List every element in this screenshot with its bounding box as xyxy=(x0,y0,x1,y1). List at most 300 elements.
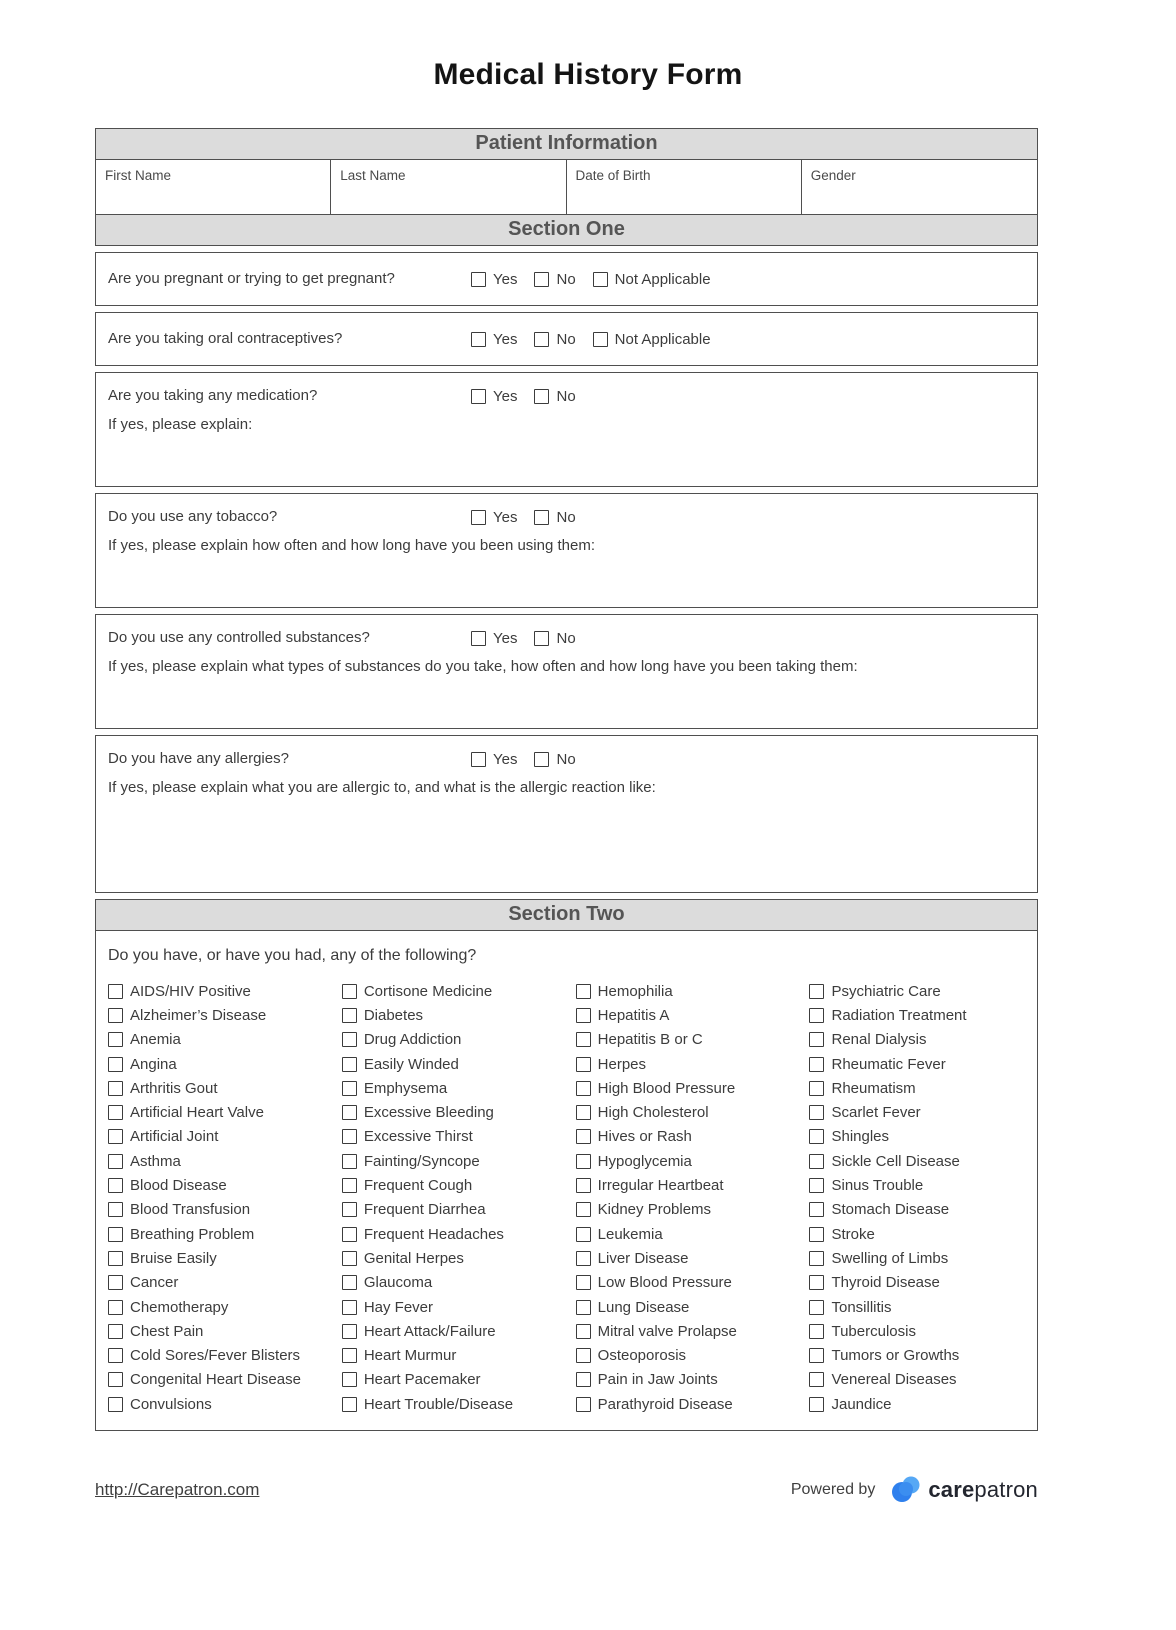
condition-label: Genital Herpes xyxy=(363,1249,464,1267)
condition-item-heart-attack-failure xyxy=(342,1319,576,1343)
date-of-birth-field[interactable] xyxy=(567,160,802,214)
condition-label: Anemia xyxy=(130,1031,181,1049)
question-tobacco-options xyxy=(471,509,576,526)
checkbox-tuberculosis[interactable] xyxy=(809,1324,824,1339)
condition-item-bruise-easily xyxy=(108,1246,342,1270)
date-of-birth-label: Date of Birth xyxy=(575,168,651,183)
patient-info-header: Patient Information xyxy=(95,128,1038,160)
condition-label: Rheumatic Fever xyxy=(831,1055,946,1073)
condition-item-kidney-problems xyxy=(576,1198,810,1222)
condition-item-sinus-trouble xyxy=(809,1173,1024,1197)
condition-label: Sinus Trouble xyxy=(831,1177,924,1195)
checkbox-blood-transfusion[interactable] xyxy=(108,1202,123,1217)
option-no xyxy=(534,630,575,647)
question-substances-text: Do you use any controlled substances? xyxy=(108,629,370,646)
checkbox-yes[interactable] xyxy=(471,510,486,525)
condition-label: Cortisone Medicine xyxy=(363,982,493,1000)
checkbox-stroke[interactable] xyxy=(809,1227,824,1242)
option-label: No xyxy=(556,750,576,768)
medication-explanation-area[interactable] xyxy=(108,436,1025,477)
checkbox-tonsillitis[interactable] xyxy=(809,1300,824,1315)
question-substances-row xyxy=(95,614,1038,729)
condition-label: Fainting/Syncope xyxy=(363,1152,480,1170)
option-label: No xyxy=(556,270,576,288)
conditions-box xyxy=(95,931,1038,1431)
condition-label: Osteoporosis xyxy=(597,1347,687,1365)
condition-label: Frequent Cough xyxy=(363,1177,473,1195)
condition-item-frequent-diarrhea xyxy=(342,1198,576,1222)
condition-label: Shingles xyxy=(831,1128,890,1146)
condition-label: Stroke xyxy=(831,1225,875,1243)
condition-label: Chemotherapy xyxy=(130,1298,229,1316)
condition-label: Sickle Cell Disease xyxy=(831,1152,960,1170)
condition-label: Hepatitis A xyxy=(597,1006,670,1024)
option-no xyxy=(534,331,575,348)
question-tobacco-followup: If yes, please explain how often and how long have you been using them: xyxy=(108,537,595,555)
form-body xyxy=(95,128,1038,1431)
checkbox-lung-disease[interactable] xyxy=(576,1300,591,1315)
condition-label: Blood Transfusion xyxy=(130,1201,251,1219)
checkbox-parathyroid-disease[interactable] xyxy=(576,1397,591,1412)
condition-item-osteoporosis xyxy=(576,1343,810,1367)
condition-item-rheumatism xyxy=(809,1076,1024,1100)
condition-item-hay-fever xyxy=(342,1295,576,1319)
checkbox-fainting-syncope[interactable] xyxy=(342,1154,357,1169)
checkbox-easily-winded[interactable] xyxy=(342,1057,357,1072)
option-label: No xyxy=(556,330,576,348)
condition-item-stomach-disease xyxy=(809,1198,1024,1222)
condition-label: Liver Disease xyxy=(597,1249,689,1267)
checkbox-bruise-easily[interactable] xyxy=(108,1251,123,1266)
condition-item-cortisone-medicine xyxy=(342,979,576,1003)
option-yes xyxy=(471,630,517,647)
checkbox-heart-pacemaker[interactable] xyxy=(342,1372,357,1387)
checkbox-rheumatic-fever[interactable] xyxy=(809,1057,824,1072)
condition-item-swelling-of-limbs xyxy=(809,1246,1024,1270)
checkbox-frequent-headaches[interactable] xyxy=(342,1227,357,1242)
checkbox-sickle-cell-disease[interactable] xyxy=(809,1154,824,1169)
checkbox-jaundice[interactable] xyxy=(809,1397,824,1412)
checkbox-not-applicable[interactable] xyxy=(593,332,608,347)
checkbox-thyroid-disease[interactable] xyxy=(809,1275,824,1290)
carepatron-icon xyxy=(891,1475,921,1505)
condition-item-alzheimer-s-disease xyxy=(108,1003,342,1027)
condition-item-stroke xyxy=(809,1222,1024,1246)
option-label: Yes xyxy=(493,629,518,647)
checkbox-hepatitis-a[interactable] xyxy=(576,1008,591,1023)
option-label: Yes xyxy=(493,750,518,768)
option-no xyxy=(534,751,575,768)
checkbox-asthma[interactable] xyxy=(108,1154,123,1169)
option-not-applicable xyxy=(593,271,711,288)
option-not-applicable xyxy=(593,331,711,348)
condition-item-blood-transfusion xyxy=(108,1198,342,1222)
condition-item-excessive-bleeding xyxy=(342,1100,576,1124)
condition-label: Kidney Problems xyxy=(597,1201,712,1219)
condition-label: Hay Fever xyxy=(363,1298,434,1316)
first-name-label: First Name xyxy=(105,168,172,183)
checkbox-congenital-heart-disease[interactable] xyxy=(108,1372,123,1387)
checkbox-high-cholesterol[interactable] xyxy=(576,1105,591,1120)
page-title: Medical History Form xyxy=(433,58,743,91)
condition-item-radiation-treatment xyxy=(809,1003,1024,1027)
condition-item-heart-pacemaker xyxy=(342,1368,576,1392)
condition-item-herpes xyxy=(576,1052,810,1076)
condition-item-irregular-heartbeat xyxy=(576,1173,810,1197)
condition-item-tumors-or-growths xyxy=(809,1343,1024,1367)
condition-label: Irregular Heartbeat xyxy=(597,1177,724,1195)
condition-label: Venereal Diseases xyxy=(831,1371,957,1389)
checkbox-excessive-thirst[interactable] xyxy=(342,1129,357,1144)
condition-item-convulsions xyxy=(108,1392,342,1416)
condition-item-leukemia xyxy=(576,1222,810,1246)
condition-item-high-blood-pressure xyxy=(576,1076,810,1100)
condition-item-blood-disease xyxy=(108,1173,342,1197)
condition-label: Tumors or Growths xyxy=(831,1347,960,1365)
checkbox-heart-attack-failure[interactable] xyxy=(342,1324,357,1339)
option-yes xyxy=(471,271,517,288)
conditions-column-1 xyxy=(108,979,342,1416)
condition-item-psychiatric-care xyxy=(809,979,1024,1003)
checkbox-excessive-bleeding[interactable] xyxy=(342,1105,357,1120)
condition-item-heart-trouble-disease xyxy=(342,1392,576,1416)
checkbox-no[interactable] xyxy=(534,510,549,525)
checkbox-psychiatric-care[interactable] xyxy=(809,984,824,999)
question-tobacco-text: Do you use any tobacco? xyxy=(108,508,278,525)
conditions-grid xyxy=(108,979,1025,1416)
checkbox-radiation-treatment[interactable] xyxy=(809,1008,824,1023)
checkbox-no[interactable] xyxy=(534,332,549,347)
checkbox-tumors-or-growths[interactable] xyxy=(809,1348,824,1363)
condition-label: High Blood Pressure xyxy=(597,1079,736,1097)
condition-label: Artificial Heart Valve xyxy=(130,1104,264,1122)
checkbox-anemia[interactable] xyxy=(108,1032,123,1047)
question-pregnant-options xyxy=(471,271,711,288)
condition-item-thyroid-disease xyxy=(809,1271,1024,1295)
condition-label: Thyroid Disease xyxy=(831,1274,940,1292)
question-medication-options xyxy=(471,388,576,405)
question-medication-text: Are you taking any medication? xyxy=(108,387,318,404)
powered-by-text: Powered by xyxy=(790,1481,876,1499)
option-label: No xyxy=(556,387,576,405)
option-label: No xyxy=(556,629,576,647)
question-substances-followup: If yes, please explain what types of substances do you take, how often and how long have you been taking them: xyxy=(108,658,858,676)
checkbox-frequent-diarrhea[interactable] xyxy=(342,1202,357,1217)
checkbox-hemophilia[interactable] xyxy=(576,984,591,999)
condition-item-excessive-thirst xyxy=(342,1125,576,1149)
conditions-column-4 xyxy=(809,979,1024,1416)
substances-explanation-area[interactable] xyxy=(108,678,1025,719)
condition-item-low-blood-pressure xyxy=(576,1271,810,1295)
condition-label: Pain in Jaw Joints xyxy=(597,1371,718,1389)
checkbox-convulsions[interactable] xyxy=(108,1397,123,1412)
question-medication-followup: If yes, please explain: xyxy=(108,416,253,434)
condition-label: Mitral valve Prolapse xyxy=(597,1322,737,1340)
question-substances-options xyxy=(471,630,576,647)
option-yes xyxy=(471,388,517,405)
condition-item-frequent-headaches xyxy=(342,1222,576,1246)
checkbox-irregular-heartbeat[interactable] xyxy=(576,1178,591,1193)
checkbox-no[interactable] xyxy=(534,272,549,287)
condition-item-arthritis-gout xyxy=(108,1076,342,1100)
condition-item-scarlet-fever xyxy=(809,1100,1024,1124)
condition-item-congenital-heart-disease xyxy=(108,1368,342,1392)
question-contraceptives-row xyxy=(95,312,1038,366)
checkbox-high-blood-pressure[interactable] xyxy=(576,1081,591,1096)
condition-label: Frequent Diarrhea xyxy=(363,1201,486,1219)
condition-label: Alzheimer’s Disease xyxy=(130,1006,267,1024)
condition-label: Asthma xyxy=(130,1152,181,1170)
checkbox-artificial-joint[interactable] xyxy=(108,1129,123,1144)
checkbox-no[interactable] xyxy=(534,631,549,646)
question-tobacco-row xyxy=(95,493,1038,608)
option-label: Yes xyxy=(493,330,518,348)
checkbox-renal-dialysis[interactable] xyxy=(809,1032,824,1047)
option-label: Yes xyxy=(493,270,518,288)
condition-label: Frequent Headaches xyxy=(363,1225,504,1243)
condition-label: Scarlet Fever xyxy=(831,1104,921,1122)
condition-label: Hypoglycemia xyxy=(597,1152,692,1170)
checkbox-hepatitis-b-or-c[interactable] xyxy=(576,1032,591,1047)
checkbox-mitral-valve-prolapse[interactable] xyxy=(576,1324,591,1339)
condition-label: Jaundice xyxy=(831,1395,892,1413)
condition-label: Breathing Problem xyxy=(130,1225,255,1243)
checkbox-pain-in-jaw-joints[interactable] xyxy=(576,1372,591,1387)
powered-by-block xyxy=(791,1475,1038,1505)
condition-item-rheumatic-fever xyxy=(809,1052,1024,1076)
condition-item-hypoglycemia xyxy=(576,1149,810,1173)
carepatron-wordmark: carepatron xyxy=(928,1477,1038,1503)
option-yes xyxy=(471,331,517,348)
condition-label: Arthritis Gout xyxy=(130,1079,218,1097)
condition-item-tonsillitis xyxy=(809,1295,1024,1319)
condition-label: Convulsions xyxy=(130,1395,212,1413)
question-allergies-followup: If yes, please explain what you are allergic to, and what is the allergic reaction like: xyxy=(108,779,656,797)
condition-label: Stomach Disease xyxy=(831,1201,950,1219)
condition-item-glaucoma xyxy=(342,1271,576,1295)
condition-label: Heart Trouble/Disease xyxy=(363,1395,514,1413)
condition-item-emphysema xyxy=(342,1076,576,1100)
tobacco-explanation-area[interactable] xyxy=(108,557,1025,598)
condition-item-high-cholesterol xyxy=(576,1100,810,1124)
option-label: Not Applicable xyxy=(614,270,711,288)
condition-label: Low Blood Pressure xyxy=(597,1274,732,1292)
checkbox-genital-herpes[interactable] xyxy=(342,1251,357,1266)
checkbox-hypoglycemia[interactable] xyxy=(576,1154,591,1169)
checkbox-hay-fever[interactable] xyxy=(342,1300,357,1315)
condition-item-anemia xyxy=(108,1028,342,1052)
checkbox-hives-or-rash[interactable] xyxy=(576,1129,591,1144)
option-label: Not Applicable xyxy=(614,330,711,348)
checkbox-osteoporosis[interactable] xyxy=(576,1348,591,1363)
checkbox-yes[interactable] xyxy=(471,631,486,646)
condition-item-hepatitis-a xyxy=(576,1003,810,1027)
checkbox-cancer[interactable] xyxy=(108,1275,123,1290)
checkbox-sinus-trouble[interactable] xyxy=(809,1178,824,1193)
condition-label: Diabetes xyxy=(363,1006,424,1024)
condition-label: Parathyroid Disease xyxy=(597,1395,733,1413)
condition-item-chemotherapy xyxy=(108,1295,342,1319)
condition-label: Heart Pacemaker xyxy=(363,1371,481,1389)
condition-label: Radiation Treatment xyxy=(831,1006,967,1024)
condition-label: Tuberculosis xyxy=(831,1322,916,1340)
option-label: Yes xyxy=(493,387,518,405)
conditions-column-3 xyxy=(576,979,810,1416)
checkbox-glaucoma[interactable] xyxy=(342,1275,357,1290)
condition-label: Excessive Thirst xyxy=(363,1128,473,1146)
condition-label: Excessive Bleeding xyxy=(363,1104,494,1122)
condition-label: Hepatitis B or C xyxy=(597,1031,703,1049)
condition-label: Leukemia xyxy=(597,1225,663,1243)
condition-label: Swelling of Limbs xyxy=(831,1249,949,1267)
checkbox-diabetes[interactable] xyxy=(342,1008,357,1023)
checkbox-aids-hiv-positive[interactable] xyxy=(108,984,123,999)
condition-item-easily-winded xyxy=(342,1052,576,1076)
condition-item-angina xyxy=(108,1052,342,1076)
condition-item-tuberculosis xyxy=(809,1319,1024,1343)
option-yes xyxy=(471,509,517,526)
checkbox-stomach-disease[interactable] xyxy=(809,1202,824,1217)
condition-item-venereal-diseases xyxy=(809,1368,1024,1392)
checkbox-yes[interactable] xyxy=(471,752,486,767)
condition-label: Renal Dialysis xyxy=(831,1031,927,1049)
condition-label: Lung Disease xyxy=(597,1298,690,1316)
option-no xyxy=(534,388,575,405)
condition-label: Chest Pain xyxy=(130,1322,204,1340)
condition-item-hemophilia xyxy=(576,979,810,1003)
question-allergies-options xyxy=(471,751,576,768)
checkbox-no[interactable] xyxy=(534,752,549,767)
checkbox-not-applicable[interactable] xyxy=(593,272,608,287)
last-name-label: Last Name xyxy=(340,168,406,183)
gender-field[interactable] xyxy=(802,160,1037,214)
checkbox-chemotherapy[interactable] xyxy=(108,1300,123,1315)
checkbox-breathing-problem[interactable] xyxy=(108,1227,123,1242)
condition-item-heart-murmur xyxy=(342,1343,576,1367)
question-contraceptives-options xyxy=(471,331,711,348)
option-label: No xyxy=(556,508,576,526)
question-pregnant-row xyxy=(95,252,1038,306)
question-allergies-row xyxy=(95,735,1038,893)
condition-label: Rheumatism xyxy=(831,1079,916,1097)
condition-label: Artificial Joint xyxy=(130,1128,219,1146)
condition-item-hives-or-rash xyxy=(576,1125,810,1149)
condition-label: Glaucoma xyxy=(363,1274,433,1292)
question-contraceptives-text: Are you taking oral contraceptives? xyxy=(108,329,343,347)
patient-info-row xyxy=(95,160,1038,215)
carepatron-link[interactable]: http://Carepatron.com xyxy=(95,1480,260,1500)
condition-label: Hives or Rash xyxy=(597,1128,692,1146)
checkbox-frequent-cough[interactable] xyxy=(342,1178,357,1193)
condition-item-mitral-valve-prolapse xyxy=(576,1319,810,1343)
condition-item-liver-disease xyxy=(576,1246,810,1270)
condition-item-cold-sores-fever-blisters xyxy=(108,1343,342,1367)
checkbox-rheumatism[interactable] xyxy=(809,1081,824,1096)
checkbox-chest-pain[interactable] xyxy=(108,1324,123,1339)
condition-item-parathyroid-disease xyxy=(576,1392,810,1416)
checkbox-low-blood-pressure[interactable] xyxy=(576,1275,591,1290)
condition-label: Cold Sores/Fever Blisters xyxy=(130,1347,301,1365)
checkbox-swelling-of-limbs[interactable] xyxy=(809,1251,824,1266)
carepatron-logo xyxy=(891,1475,1038,1505)
checkbox-liver-disease[interactable] xyxy=(576,1251,591,1266)
conditions-column-2 xyxy=(342,979,576,1416)
condition-label: Psychiatric Care xyxy=(831,982,941,1000)
condition-item-drug-addiction xyxy=(342,1028,576,1052)
option-no xyxy=(534,509,575,526)
checkbox-yes[interactable] xyxy=(471,389,486,404)
allergies-explanation-area[interactable] xyxy=(108,799,1025,883)
condition-item-sickle-cell-disease xyxy=(809,1149,1024,1173)
checkbox-angina[interactable] xyxy=(108,1057,123,1072)
condition-label: Emphysema xyxy=(363,1079,448,1097)
checkbox-cortisone-medicine[interactable] xyxy=(342,984,357,999)
condition-label: Heart Murmur xyxy=(363,1347,457,1365)
condition-label: Drug Addiction xyxy=(363,1031,462,1049)
condition-item-artificial-joint xyxy=(108,1125,342,1149)
last-name-field[interactable] xyxy=(331,160,566,214)
checkbox-emphysema[interactable] xyxy=(342,1081,357,1096)
option-no xyxy=(534,271,575,288)
condition-label: Hemophilia xyxy=(597,982,673,1000)
condition-label: Angina xyxy=(130,1055,177,1073)
condition-item-fainting-syncope xyxy=(342,1149,576,1173)
checkbox-heart-trouble-disease[interactable] xyxy=(342,1397,357,1412)
condition-label: Blood Disease xyxy=(130,1177,227,1195)
condition-item-pain-in-jaw-joints xyxy=(576,1368,810,1392)
condition-item-renal-dialysis xyxy=(809,1028,1024,1052)
checkbox-arthritis-gout[interactable] xyxy=(108,1081,123,1096)
condition-item-hepatitis-b-or-c xyxy=(576,1028,810,1052)
checkbox-drug-addiction[interactable] xyxy=(342,1032,357,1047)
section-two-header: Section Two xyxy=(95,899,1038,931)
condition-label: Bruise Easily xyxy=(130,1249,217,1267)
gender-label: Gender xyxy=(810,168,856,183)
condition-label: Cancer xyxy=(130,1274,179,1292)
checkbox-shingles[interactable] xyxy=(809,1129,824,1144)
checkbox-herpes[interactable] xyxy=(576,1057,591,1072)
checkbox-kidney-problems[interactable] xyxy=(576,1202,591,1217)
condition-label: Tonsillitis xyxy=(831,1298,892,1316)
condition-item-cancer xyxy=(108,1271,342,1295)
checkbox-alzheimer-s-disease[interactable] xyxy=(108,1008,123,1023)
checkbox-no[interactable] xyxy=(534,389,549,404)
checkbox-heart-murmur[interactable] xyxy=(342,1348,357,1363)
checkbox-blood-disease[interactable] xyxy=(108,1178,123,1193)
question-medication-row xyxy=(95,372,1038,487)
condition-item-jaundice xyxy=(809,1392,1024,1416)
condition-item-genital-herpes xyxy=(342,1246,576,1270)
checkbox-scarlet-fever[interactable] xyxy=(809,1105,824,1120)
checkbox-venereal-diseases[interactable] xyxy=(809,1372,824,1387)
first-name-field[interactable] xyxy=(96,160,331,214)
condition-label: Herpes xyxy=(597,1055,647,1073)
condition-item-asthma xyxy=(108,1149,342,1173)
checkbox-artificial-heart-valve[interactable] xyxy=(108,1105,123,1120)
condition-label: Easily Winded xyxy=(363,1055,459,1073)
option-label: Yes xyxy=(493,508,518,526)
condition-item-diabetes xyxy=(342,1003,576,1027)
condition-item-lung-disease xyxy=(576,1295,810,1319)
question-pregnant-text: Are you pregnant or trying to get pregnant? xyxy=(108,269,395,287)
checkbox-yes[interactable] xyxy=(471,332,486,347)
checkbox-yes[interactable] xyxy=(471,272,486,287)
checkbox-cold-sores-fever-blisters[interactable] xyxy=(108,1348,123,1363)
condition-item-artificial-heart-valve xyxy=(108,1100,342,1124)
condition-item-shingles xyxy=(809,1125,1024,1149)
checkbox-leukemia[interactable] xyxy=(576,1227,591,1242)
condition-item-aids-hiv-positive xyxy=(108,979,342,1003)
